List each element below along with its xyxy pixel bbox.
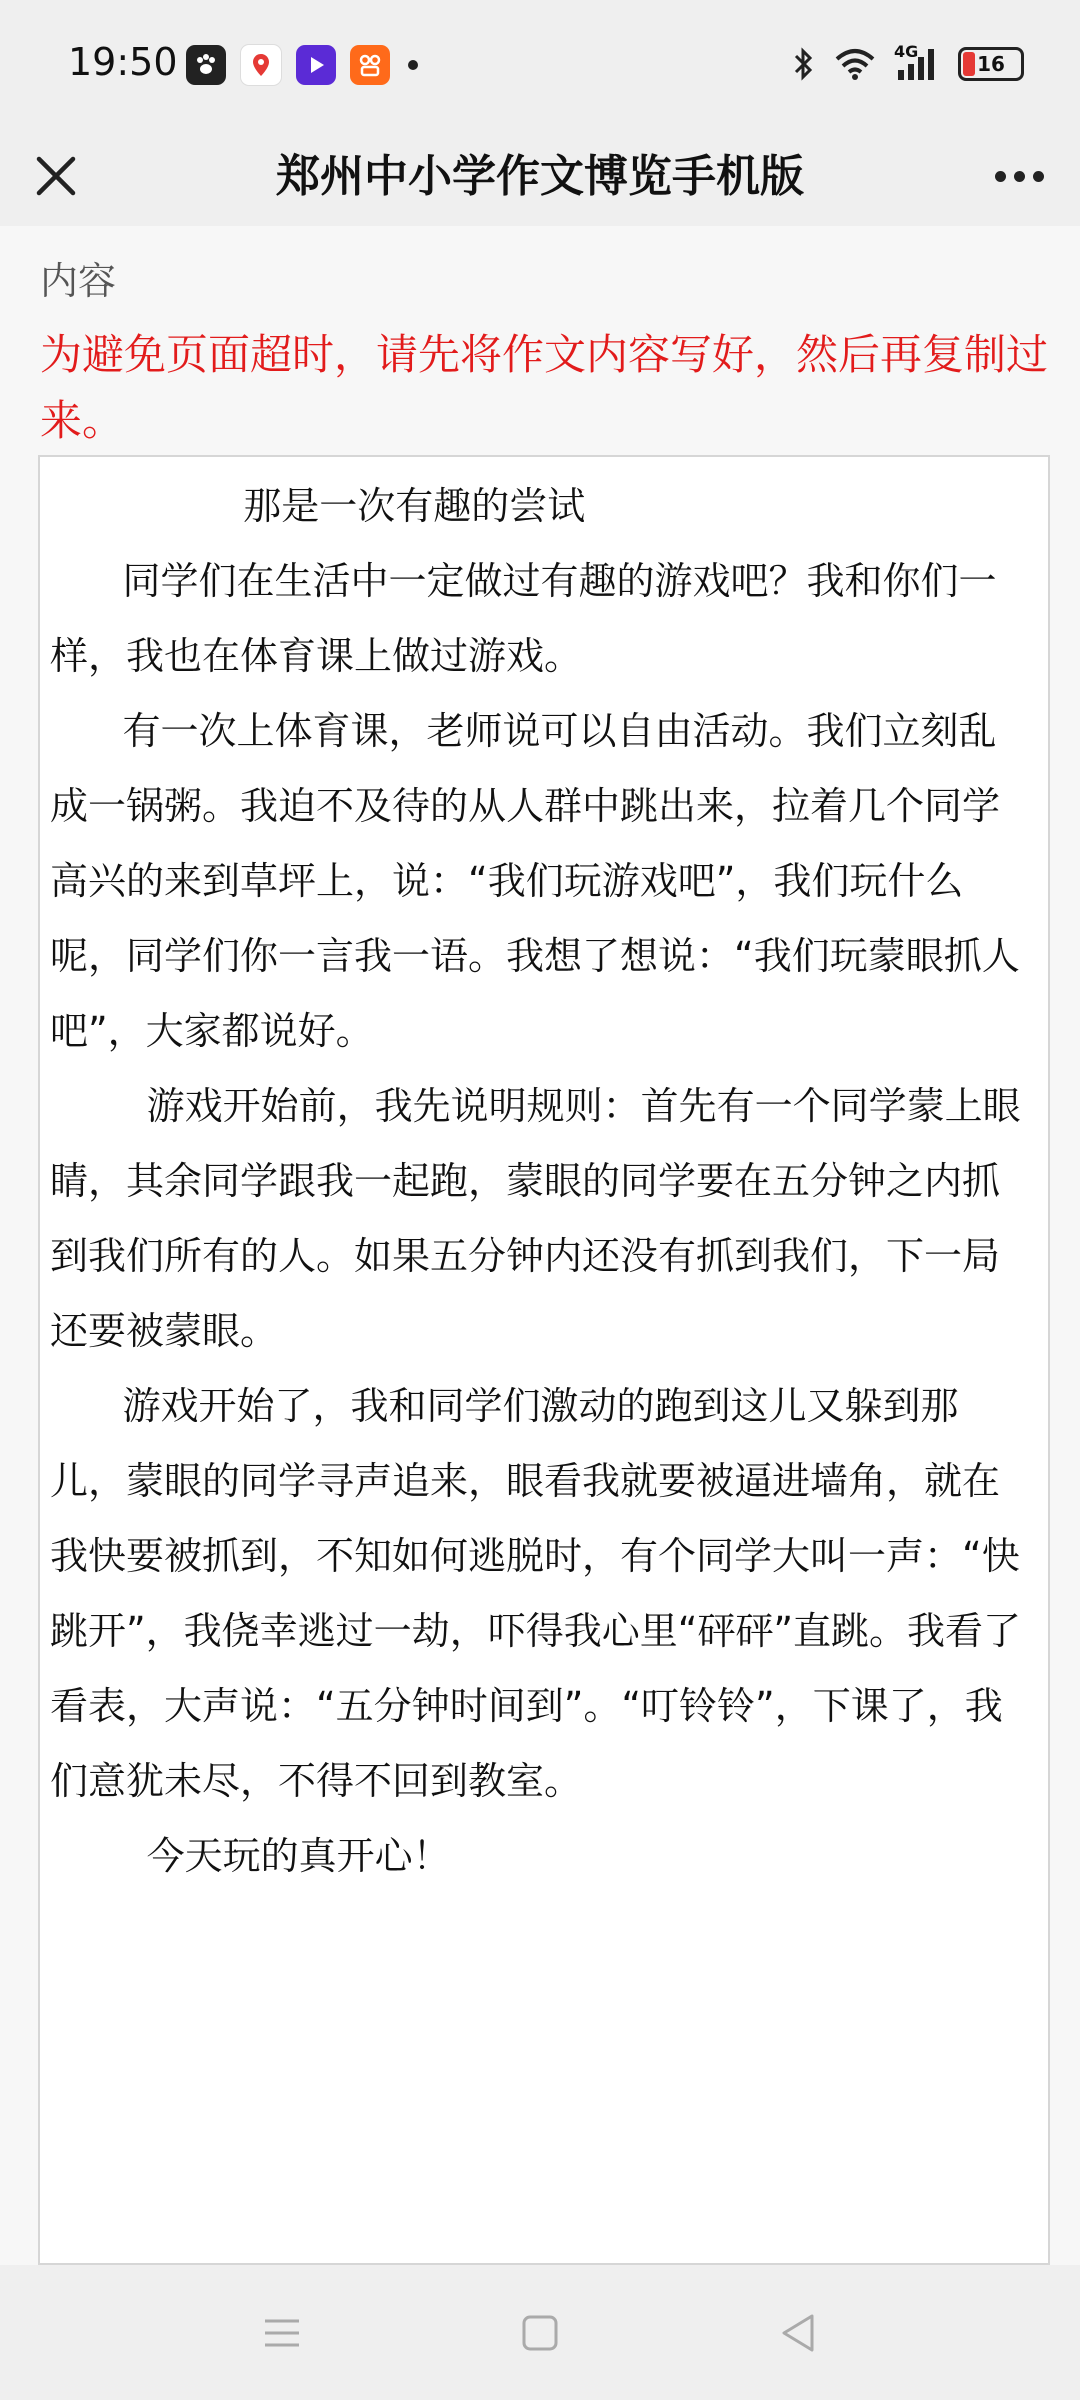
play-icon bbox=[296, 45, 336, 85]
home-icon bbox=[520, 2313, 560, 2353]
more-notifications-dot bbox=[408, 60, 418, 70]
system-icons bbox=[792, 44, 1024, 84]
back-button[interactable] bbox=[768, 2307, 828, 2359]
timeout-notice: 为避免页面超时，请先将作文内容写好，然后再复制过来。 bbox=[40, 330, 1049, 445]
bluetooth-icon bbox=[792, 44, 816, 84]
essay-text[interactable]: 那是一次有趣的尝试 同学们在生活中一定做过有趣的游戏吧？我和你们一样，我也在体育课上做过游戏。 有一次上体育课，老师说可以自由活动。我们立刻乱成一锅粥。我迫不及待的从人群中跳出来，拉着几个同学高兴的来到草坪上，说：“我们玩游戏吧”，我们玩什么呢，同学们你一言我一语。我想了想说：“我们玩蒙眼抓人吧”，大家都说好。 游戏开始前，我先说明规则：首先有一个同学蒙上眼睛，其余同学跟我一起跑，蒙眼的同学要在五分钟之内抓到我们所有的人。如果五分钟内还没有抓到我们，下一局还要被蒙眼。 游戏开始了，我和同学们激动的跑到这儿又躲到那儿，蒙眼的同学寻声追来，眼看我就要被逼进墙角，就在我快要被抓到，不知如何逃脱时，有个同学大叫一声：“快跳开”，我侥幸逃过一劫，吓得我心里“砰砰”直跳。我看了看表，大声说：“五分钟时间到”。“叮铃铃”，下课了，我们意犹未尽，不得不回到教室。 今天玩的真开心！ bbox=[50, 484, 1022, 1878]
app-icon bbox=[350, 45, 390, 85]
more-icon bbox=[995, 171, 1006, 182]
page-title: 郑州中小学作文博览手机版 bbox=[276, 151, 804, 202]
map-pin-icon bbox=[240, 44, 282, 86]
content-textarea[interactable] bbox=[38, 455, 1050, 2265]
menu-button[interactable] bbox=[252, 2307, 312, 2359]
network-label: 4G bbox=[894, 42, 919, 61]
back-icon bbox=[778, 2312, 818, 2354]
content-label: 内容 bbox=[40, 259, 117, 303]
status-bar bbox=[0, 0, 1080, 128]
signal-icon bbox=[894, 44, 940, 84]
paw-icon bbox=[186, 45, 226, 85]
status-time: 19:50 bbox=[68, 40, 178, 84]
wifi-icon bbox=[834, 44, 876, 84]
menu-icon bbox=[262, 2315, 302, 2351]
battery-icon bbox=[958, 44, 1024, 84]
navigation-bar bbox=[0, 2265, 1080, 2400]
title-bar bbox=[0, 128, 1080, 226]
more-button[interactable] bbox=[984, 146, 1054, 206]
battery-level: 16 bbox=[977, 52, 1005, 76]
home-button[interactable] bbox=[510, 2307, 570, 2359]
notification-icons bbox=[186, 44, 418, 86]
